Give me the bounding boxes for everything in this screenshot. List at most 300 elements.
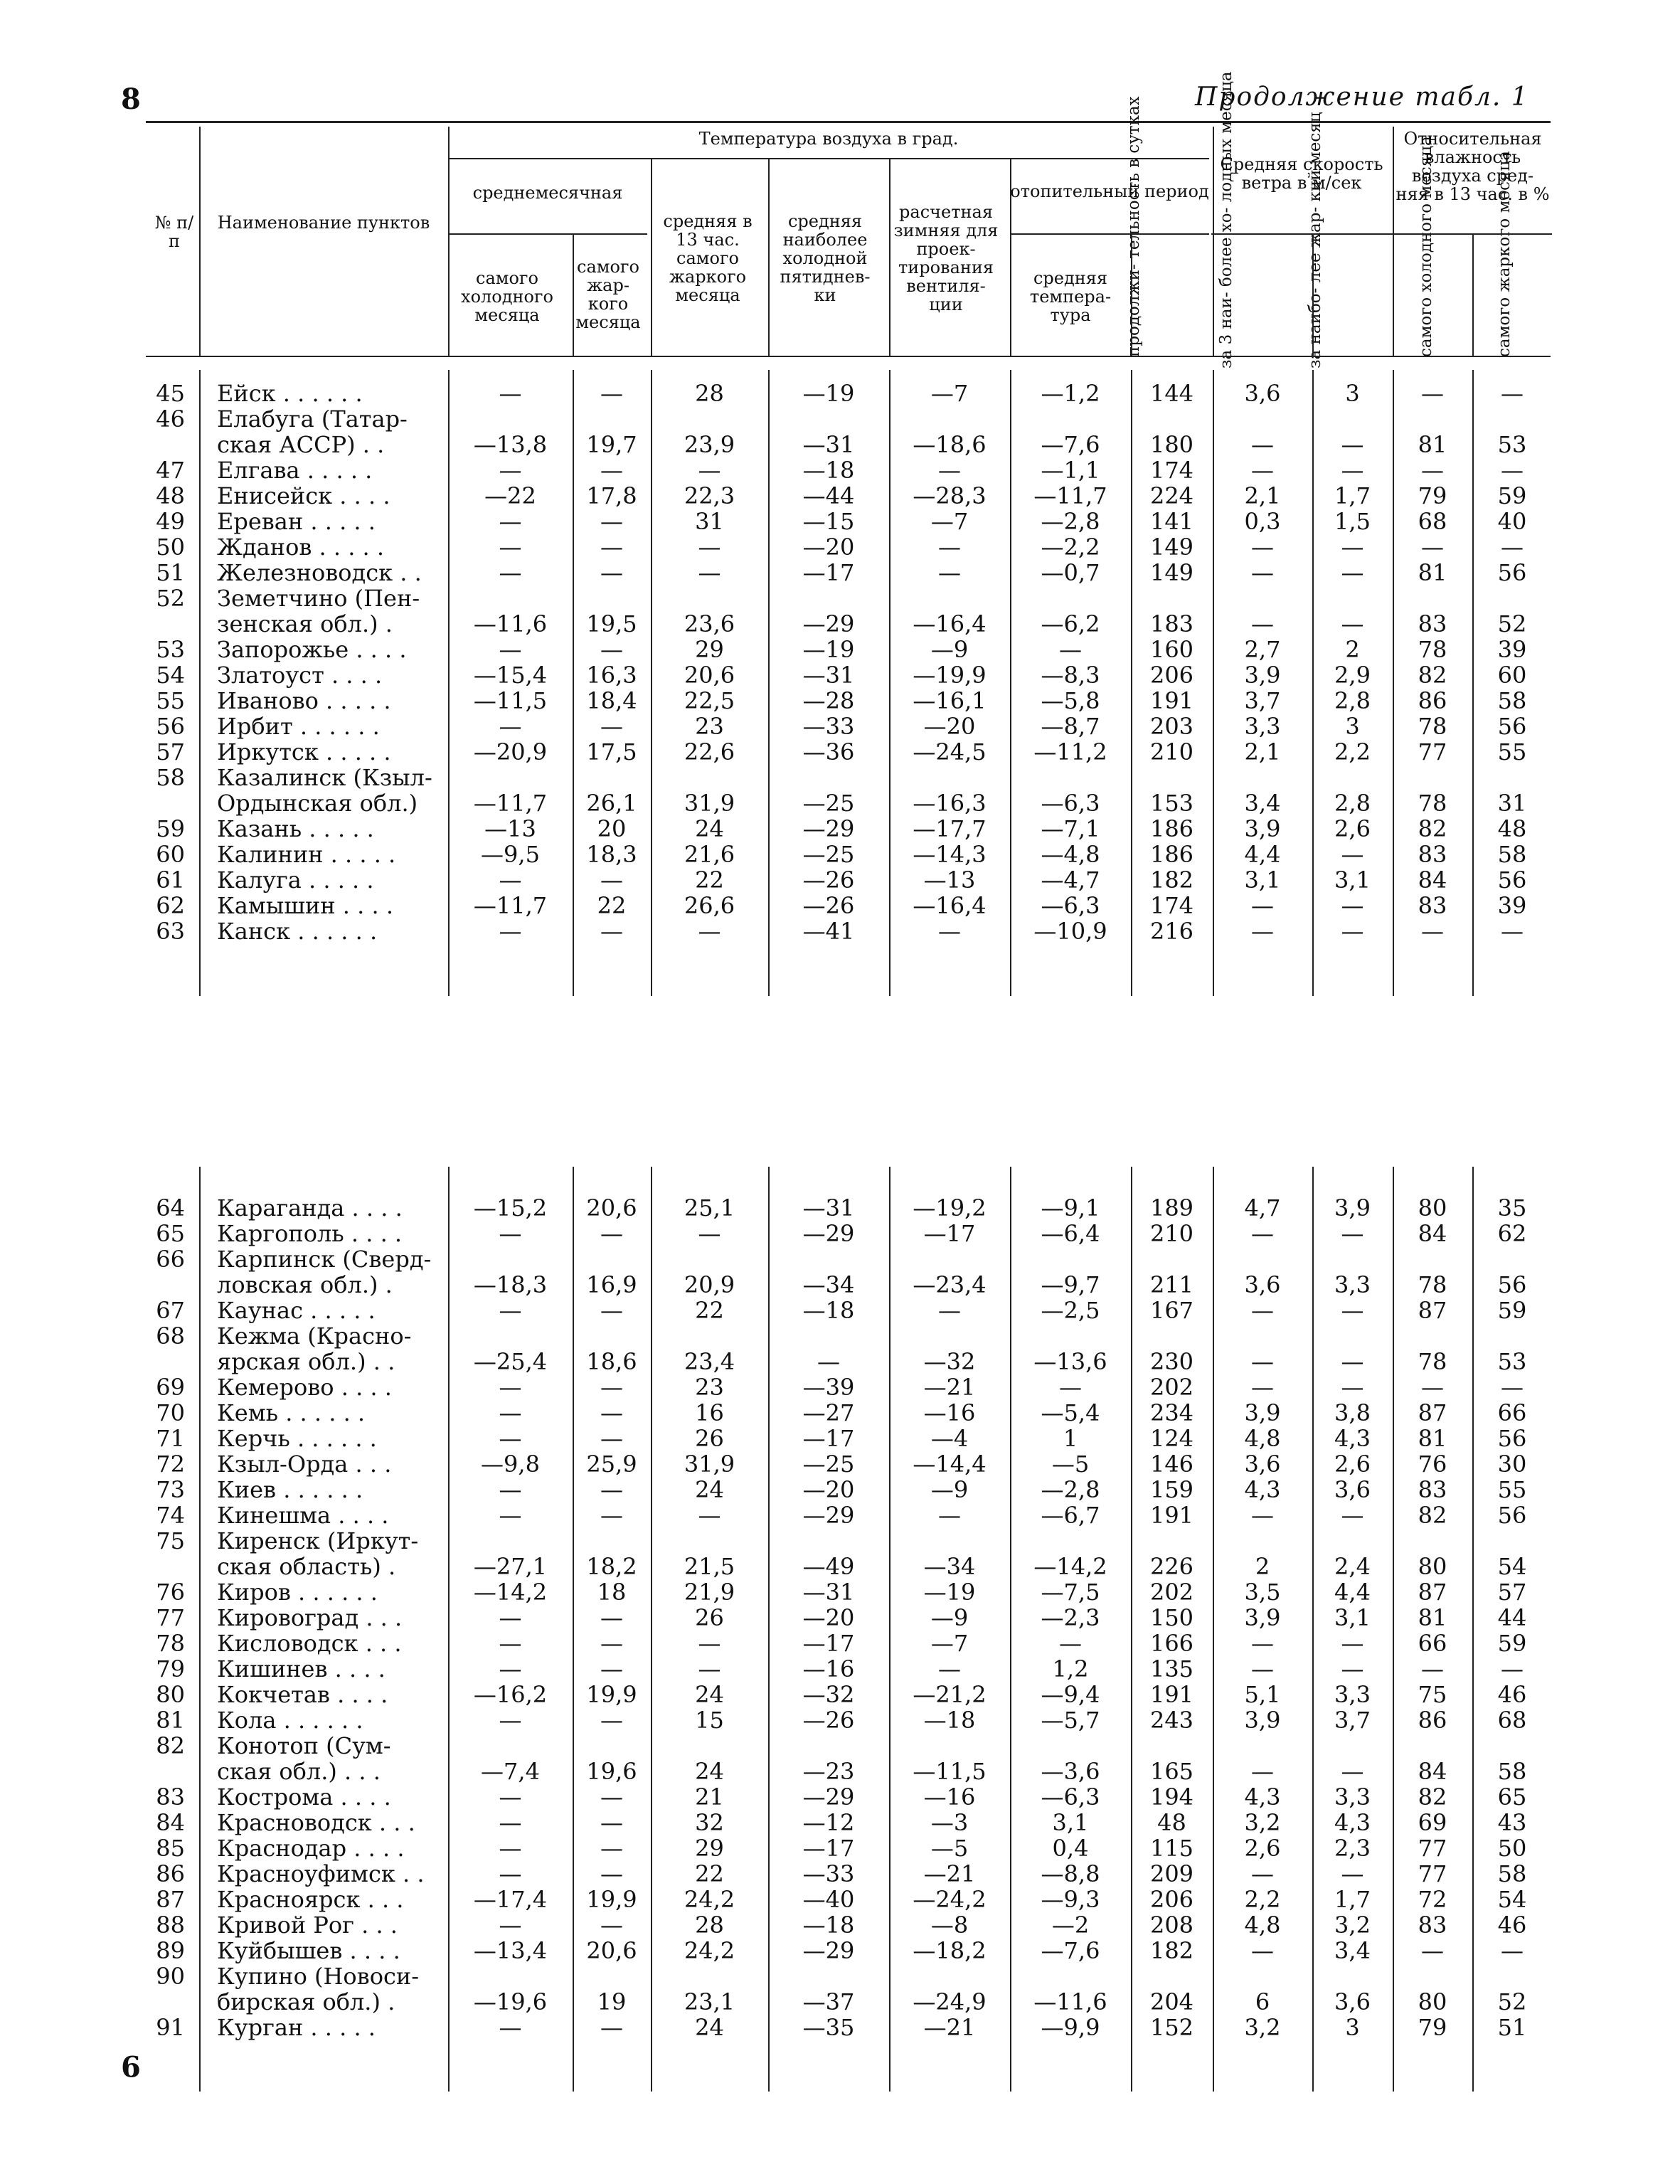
row-value: —11,7 xyxy=(473,790,548,817)
row-value: 202 xyxy=(1149,1374,1194,1401)
row-value: —8,3 xyxy=(1041,662,1100,689)
row-value: 4,4 xyxy=(1244,841,1281,868)
row-value: —14,3 xyxy=(913,841,987,868)
row-station-name: Жданов . . . . . xyxy=(217,534,385,561)
row-value: 82 xyxy=(1418,662,1447,689)
row-value: 58 xyxy=(1497,841,1527,868)
row-value: — xyxy=(1251,1220,1274,1247)
row-value: 226 xyxy=(1149,1553,1194,1580)
row-value: — xyxy=(499,713,522,740)
row-value: — xyxy=(1341,918,1364,945)
header-monthly: среднемесячная xyxy=(472,183,623,203)
row-value: — xyxy=(1251,1630,1274,1657)
row-value: — xyxy=(600,1835,623,1862)
row-value: — xyxy=(1341,1630,1364,1657)
row-value: 2,7 xyxy=(1244,636,1281,663)
row-value: —9 xyxy=(930,636,969,663)
row-value: 83 xyxy=(1418,892,1447,919)
row-value: 56 xyxy=(1497,1425,1527,1452)
row-number: 48 xyxy=(156,482,185,509)
row-value: 84 xyxy=(1418,866,1447,894)
row-value: —2,5 xyxy=(1041,1297,1100,1324)
header-bottom-rule xyxy=(146,356,1551,357)
row-station-name: ская обл.) . . . xyxy=(217,1758,381,1785)
row-value: 3,6 xyxy=(1334,1988,1371,2015)
row-value: 141 xyxy=(1149,508,1194,535)
row-value: — xyxy=(1251,918,1274,945)
row-value: 234 xyxy=(1149,1399,1194,1426)
row-station-name: Ейск . . . . . . xyxy=(217,380,363,407)
row-value: 146 xyxy=(1149,1451,1194,1478)
row-number: 66 xyxy=(156,1246,185,1273)
row-value: 20,6 xyxy=(586,1937,637,1964)
row-value: 4,7 xyxy=(1244,1194,1281,1221)
header-column-rule xyxy=(889,158,890,356)
row-value: — xyxy=(600,918,623,945)
row-value: —23 xyxy=(802,1758,855,1785)
row-value: 24 xyxy=(695,815,724,842)
row-value: 17,5 xyxy=(586,738,637,765)
row-value: —26 xyxy=(802,892,855,919)
row-value: —19 xyxy=(923,1579,976,1606)
row-value: 18,2 xyxy=(586,1553,637,1580)
row-value: 153 xyxy=(1149,790,1194,817)
row-value: — xyxy=(1251,610,1274,637)
row-value: — xyxy=(698,559,721,586)
row-station-name: Каргополь . . . . xyxy=(217,1220,403,1247)
row-value: —20,9 xyxy=(473,738,548,765)
row-value: —9,1 xyxy=(1041,1194,1100,1221)
row-value: — xyxy=(938,1655,961,1682)
row-value: —2,8 xyxy=(1041,1476,1100,1503)
row-value: 82 xyxy=(1418,1783,1447,1811)
row-value: 2,9 xyxy=(1334,662,1371,689)
row-value: 56 xyxy=(1497,713,1527,740)
continuation-title: Продолжение табл. 1 xyxy=(1195,83,1529,112)
row-value: 2,6 xyxy=(1244,1835,1281,1862)
row-value: — xyxy=(600,508,623,535)
row-value: 3,4 xyxy=(1244,790,1281,817)
row-value: —29 xyxy=(802,610,855,637)
row-value: —31 xyxy=(802,1194,855,1221)
row-value: 23,9 xyxy=(684,431,735,458)
row-value: —14,2 xyxy=(473,1579,548,1606)
row-value: —19,9 xyxy=(913,662,987,689)
row-value: —18,2 xyxy=(913,1937,987,1964)
row-value: 78 xyxy=(1418,713,1447,740)
row-value: —29 xyxy=(802,1937,855,1964)
row-value: — xyxy=(1341,431,1364,458)
row-station-name: Курган . . . . . xyxy=(217,2014,376,2041)
row-station-name: Кзыл-Орда . . . xyxy=(217,1451,392,1478)
row-value: —16,3 xyxy=(913,790,987,817)
row-value: — xyxy=(499,1809,522,1836)
row-value: —14,2 xyxy=(1033,1553,1107,1580)
row-value: —5 xyxy=(930,1835,969,1862)
row-value: — xyxy=(1059,636,1082,663)
row-value: — xyxy=(600,1399,623,1426)
row-value: —8,8 xyxy=(1041,1860,1100,1887)
row-value: —39 xyxy=(802,1374,855,1401)
header-rule-2 xyxy=(448,233,647,235)
row-value: — xyxy=(600,534,623,561)
row-number: 65 xyxy=(156,1220,185,1247)
row-value: — xyxy=(1341,559,1364,586)
row-value: 66 xyxy=(1497,1399,1527,1426)
row-value: 3 xyxy=(1345,380,1360,407)
row-value: —16,2 xyxy=(473,1681,548,1708)
row-value: 26,1 xyxy=(586,790,637,817)
row-value: 3,3 xyxy=(1334,1271,1371,1298)
row-value: 216 xyxy=(1149,918,1194,945)
row-value: 3 xyxy=(1345,713,1360,740)
row-value: 3,2 xyxy=(1244,2014,1281,2041)
row-value: 3,9 xyxy=(1244,815,1281,842)
row-value: — xyxy=(1251,1655,1274,1682)
row-value: 194 xyxy=(1149,1783,1194,1811)
row-station-name: Кировоград . . . xyxy=(217,1604,403,1631)
row-value: — xyxy=(600,1783,623,1811)
row-value: 3,2 xyxy=(1244,1809,1281,1836)
row-value: 149 xyxy=(1149,534,1194,561)
row-value: 26 xyxy=(695,1604,724,1631)
row-value: 53 xyxy=(1497,431,1527,458)
row-value: — xyxy=(499,1399,522,1426)
row-value: —19 xyxy=(802,380,855,407)
row-value: 84 xyxy=(1418,1220,1447,1247)
row-value: —16,4 xyxy=(913,892,987,919)
row-value: 65 xyxy=(1497,1783,1527,1811)
row-value: — xyxy=(1251,431,1274,458)
row-value: 87 xyxy=(1418,1579,1447,1606)
row-value: 54 xyxy=(1497,1886,1527,1913)
row-value: 1,2 xyxy=(1052,1655,1089,1682)
row-value: — xyxy=(698,1502,721,1529)
row-value: —36 xyxy=(802,738,855,765)
row-number: 84 xyxy=(156,1809,185,1836)
row-value: 80 xyxy=(1418,1553,1447,1580)
row-value: 1,7 xyxy=(1334,1886,1371,1913)
row-value: 56 xyxy=(1497,1502,1527,1529)
row-station-name: Железноводск . . xyxy=(217,559,422,586)
row-value: —6,4 xyxy=(1041,1220,1100,1247)
row-value: 0,4 xyxy=(1052,1835,1089,1862)
row-value: —23,4 xyxy=(913,1271,987,1298)
row-value: 3,9 xyxy=(1244,1604,1281,1631)
row-station-name: Златоуст . . . . xyxy=(217,662,383,689)
row-value: 159 xyxy=(1149,1476,1194,1503)
row-number: 89 xyxy=(156,1937,185,1964)
header-humidity-cold: самого холодного месяца xyxy=(1417,136,1435,357)
row-value: 167 xyxy=(1149,1297,1194,1324)
row-value: 4,8 xyxy=(1244,1425,1281,1452)
row-value: — xyxy=(1501,918,1524,945)
row-value: —31 xyxy=(802,431,855,458)
row-value: 81 xyxy=(1418,1604,1447,1631)
row-station-name: Красноводск . . . xyxy=(217,1809,415,1836)
row-value: — xyxy=(1251,1860,1274,1887)
row-value: —26 xyxy=(802,866,855,894)
row-value: 24,2 xyxy=(684,1886,735,1913)
row-number: 67 xyxy=(156,1297,185,1324)
row-value: 55 xyxy=(1497,738,1527,765)
row-value: 72 xyxy=(1418,1886,1447,1913)
row-value: —4 xyxy=(930,1425,969,1452)
row-value: —19,2 xyxy=(913,1194,987,1221)
row-value: — xyxy=(1421,918,1444,945)
header-temperature-group: Температура воздуха в град. xyxy=(698,129,959,149)
header-num: № п/п xyxy=(154,213,194,251)
row-value: — xyxy=(1059,1630,1082,1657)
row-value: —5,8 xyxy=(1041,687,1100,714)
row-value: — xyxy=(938,918,961,945)
row-value: — xyxy=(698,1655,721,1682)
row-value: — xyxy=(1501,534,1524,561)
row-value: 189 xyxy=(1149,1194,1194,1221)
row-value: 26 xyxy=(695,1425,724,1452)
row-value: 3,9 xyxy=(1334,1194,1371,1221)
row-value: — xyxy=(600,1220,623,1247)
row-value: 224 xyxy=(1149,482,1194,509)
row-station-name: Кола . . . . . . xyxy=(217,1707,363,1734)
row-value: —10,9 xyxy=(1033,918,1107,945)
row-value: — xyxy=(938,559,961,586)
row-value: —3 xyxy=(930,1809,969,1836)
row-value: 3,1 xyxy=(1334,866,1371,894)
row-value: 3,3 xyxy=(1244,713,1281,740)
row-value: 3,5 xyxy=(1244,1579,1281,1606)
row-value: 3,1 xyxy=(1334,1604,1371,1631)
row-value: 31,9 xyxy=(684,1451,735,1478)
row-value: — xyxy=(499,1707,522,1734)
row-number: 52 xyxy=(156,585,185,612)
row-value: —17 xyxy=(802,1425,855,1452)
row-value: 82 xyxy=(1418,1502,1447,1529)
row-station-name: Канск . . . . . . xyxy=(217,918,378,945)
row-value: 15 xyxy=(695,1707,724,1734)
row-value: —8 xyxy=(930,1912,969,1939)
row-value: — xyxy=(1251,1502,1274,1529)
row-value: — xyxy=(698,534,721,561)
row-value: 24 xyxy=(695,1681,724,1708)
row-value: 2,1 xyxy=(1244,738,1281,765)
row-value: 3,1 xyxy=(1244,866,1281,894)
row-station-name: Киренск (Иркут- xyxy=(217,1527,419,1554)
row-value: 77 xyxy=(1418,1860,1447,1887)
row-value: 20,6 xyxy=(586,1194,637,1221)
row-value: — xyxy=(499,1374,522,1401)
row-value: 24,2 xyxy=(684,1937,735,1964)
row-value: —9,4 xyxy=(1041,1681,1100,1708)
row-value: 6 xyxy=(1255,1988,1270,2015)
row-value: 2,4 xyxy=(1334,1553,1371,1580)
row-value: — xyxy=(499,636,522,663)
row-value: — xyxy=(600,559,623,586)
row-station-name: Красноуфимск . . xyxy=(217,1860,425,1887)
row-value: —11,7 xyxy=(1033,482,1107,509)
row-value: 56 xyxy=(1497,559,1527,586)
row-value: 18,4 xyxy=(586,687,637,714)
row-value: 59 xyxy=(1497,1630,1527,1657)
row-value: 19,6 xyxy=(586,1758,637,1785)
row-value: 83 xyxy=(1418,610,1447,637)
row-value: — xyxy=(499,534,522,561)
header-humidity-group: Относительная влажность воздуха сред- няя в 13 час. в % xyxy=(1395,129,1550,204)
row-value: 44 xyxy=(1497,1604,1527,1631)
row-value: 48 xyxy=(1497,815,1527,842)
row-number: 88 xyxy=(156,1912,185,1939)
row-station-name: Елгава . . . . . xyxy=(217,457,373,484)
row-number: 81 xyxy=(156,1707,185,1734)
row-value: — xyxy=(1341,892,1364,919)
row-value: —20 xyxy=(802,1476,855,1503)
row-value: 23,1 xyxy=(684,1988,735,2015)
row-value: 25,9 xyxy=(586,1451,637,1478)
row-station-name: зенская обл.) . xyxy=(217,610,393,637)
row-value: 84 xyxy=(1418,1758,1447,1785)
row-value: —7 xyxy=(930,1630,969,1657)
row-value: 150 xyxy=(1149,1604,1194,1631)
row-value: 3,4 xyxy=(1334,1937,1371,1964)
row-value: —9,7 xyxy=(1041,1271,1100,1298)
row-station-name: ская область) . xyxy=(217,1553,396,1580)
row-value: — xyxy=(1341,1348,1364,1375)
row-value: 55 xyxy=(1497,1476,1527,1503)
row-station-name: Казань . . . . . xyxy=(217,815,374,842)
row-value: 22 xyxy=(695,866,724,894)
row-value: —14,4 xyxy=(913,1451,987,1478)
row-value: —4,7 xyxy=(1041,866,1100,894)
row-value: 3,8 xyxy=(1334,1399,1371,1426)
row-value: 208 xyxy=(1149,1912,1194,1939)
row-number: 62 xyxy=(156,892,185,919)
row-value: 76 xyxy=(1418,1451,1447,1478)
row-value: — xyxy=(600,1425,623,1452)
row-value: —18 xyxy=(802,1912,855,1939)
row-value: —35 xyxy=(802,2014,855,2041)
header-heating-period: отопительный период xyxy=(1010,181,1209,201)
row-value: —15,2 xyxy=(473,1194,548,1221)
header-column-rule xyxy=(448,127,450,356)
row-value: —6,3 xyxy=(1041,1783,1100,1811)
row-value: —7 xyxy=(930,380,969,407)
row-value: —49 xyxy=(802,1553,855,1580)
row-value: —16 xyxy=(802,1655,855,1682)
row-value: 75 xyxy=(1418,1681,1447,1708)
row-value: 2,1 xyxy=(1244,482,1281,509)
row-value: — xyxy=(600,1476,623,1503)
row-value: —17,4 xyxy=(473,1886,548,1913)
row-value: —17 xyxy=(802,559,855,586)
row-value: —4,8 xyxy=(1041,841,1100,868)
row-value: —7,4 xyxy=(481,1758,540,1785)
row-value: —19 xyxy=(802,636,855,663)
row-value: —9,3 xyxy=(1041,1886,1100,1913)
row-value: 3,6 xyxy=(1244,1451,1281,1478)
row-value: 77 xyxy=(1418,1835,1447,1862)
row-value: 87 xyxy=(1418,1297,1447,1324)
header-column-rule xyxy=(1213,127,1214,356)
row-value: —24,9 xyxy=(913,1988,987,2015)
row-value: 4,3 xyxy=(1334,1809,1371,1836)
row-value: —40 xyxy=(802,1886,855,1913)
row-value: —25 xyxy=(802,1451,855,1478)
row-value: 83 xyxy=(1418,1912,1447,1939)
row-value: — xyxy=(1251,892,1274,919)
row-value: —13,8 xyxy=(473,431,548,458)
row-value: 3,2 xyxy=(1334,1912,1371,1939)
row-value: — xyxy=(600,636,623,663)
row-value: 152 xyxy=(1149,2014,1194,2041)
header-rule-4 xyxy=(1211,233,1393,235)
row-number: 59 xyxy=(156,815,185,842)
row-value: — xyxy=(1341,1374,1364,1401)
row-value: —20 xyxy=(802,1604,855,1631)
row-value: — xyxy=(499,559,522,586)
row-value: 0,3 xyxy=(1244,508,1281,535)
row-value: — xyxy=(1251,457,1274,484)
row-value: 22,3 xyxy=(684,482,735,509)
header-wind-hot-month: за наибо- лее жар- кий месяц xyxy=(1306,112,1324,369)
header-hottest-month: самого жар- кого месяца xyxy=(575,257,641,332)
row-value: —13 xyxy=(923,866,976,894)
row-value: 19,9 xyxy=(586,1886,637,1913)
row-station-name: Керчь . . . . . . xyxy=(217,1425,377,1452)
row-value: — xyxy=(499,2014,522,2041)
header-rule-3 xyxy=(1010,233,1209,235)
row-value: —9 xyxy=(930,1604,969,1631)
row-value: — xyxy=(600,1707,623,1734)
row-value: —24,5 xyxy=(913,738,987,765)
row-value: —1,2 xyxy=(1041,380,1100,407)
row-number: 56 xyxy=(156,713,185,740)
row-number: 54 xyxy=(156,662,185,689)
row-value: 66 xyxy=(1418,1630,1447,1657)
row-value: —16 xyxy=(923,1783,976,1811)
row-value: 32 xyxy=(695,1809,724,1836)
row-value: 68 xyxy=(1497,1707,1527,1734)
row-value: 144 xyxy=(1149,380,1194,407)
row-value: — xyxy=(600,1630,623,1657)
row-value: —31 xyxy=(802,1579,855,1606)
row-value: 68 xyxy=(1418,508,1447,535)
row-value: — xyxy=(600,1604,623,1631)
row-value: —7,6 xyxy=(1041,431,1100,458)
row-station-name: Иваново . . . . . xyxy=(217,687,391,714)
row-station-name: Краснодар . . . . xyxy=(217,1835,405,1862)
row-value: — xyxy=(1251,534,1274,561)
row-value: 62 xyxy=(1497,1220,1527,1247)
row-value: —7,1 xyxy=(1041,815,1100,842)
row-value: 28 xyxy=(695,380,724,407)
row-value: — xyxy=(499,1630,522,1657)
row-station-name: Калуга . . . . . xyxy=(217,866,374,894)
row-value: 19,9 xyxy=(586,1681,637,1708)
row-value: — xyxy=(1251,1374,1274,1401)
row-value: — xyxy=(499,1476,522,1503)
row-value: 81 xyxy=(1418,559,1447,586)
row-value: — xyxy=(1501,457,1524,484)
row-value: — xyxy=(1421,534,1444,561)
row-value: —17 xyxy=(802,1835,855,1862)
row-value: 210 xyxy=(1149,738,1194,765)
row-value: — xyxy=(499,1912,522,1939)
row-value: — xyxy=(1341,1502,1364,1529)
row-value: 124 xyxy=(1149,1425,1194,1452)
row-value: 58 xyxy=(1497,1860,1527,1887)
row-station-name: ловская обл.) . xyxy=(217,1271,393,1298)
row-station-name: Кинешма . . . . xyxy=(217,1502,389,1529)
